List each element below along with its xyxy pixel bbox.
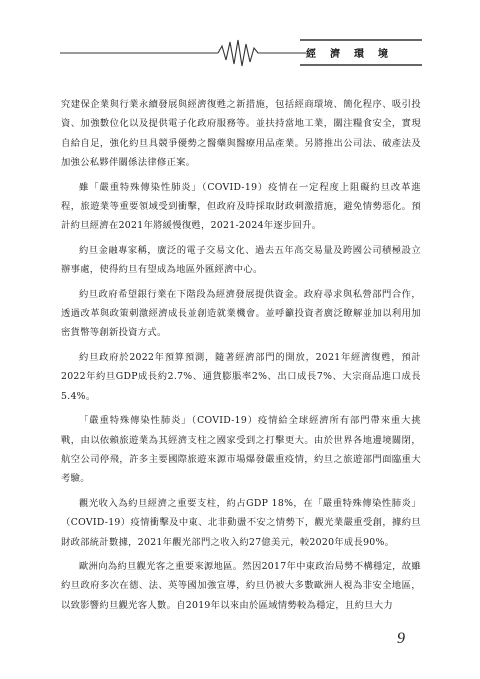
body-text (61, 95, 421, 620)
section-title: 經濟環境 (306, 49, 402, 60)
paragraph: 「嚴重特殊傳染性肺炎」（COVID-19）疫情給全球經濟所有部門帶來重大挑戰，由以依賴旅遊業為其經濟支柱之國家受到之打擊更大。由於世界各地邊境關閉，航空公司停飛，許多主要國際旅遊來源市場爆發嚴重疫情，約旦之旅遊部門面臨重大考驗。 (61, 415, 421, 485)
page-header (0, 36, 480, 70)
paragraph: 歐洲向為約旦觀光客之重要來源地區。然因2017年中東政治局勢不構穩定，故雖約旦政府多次在德、法、英等國加強宣導，約旦仍被大多數歐洲人視為非安全地區，以致影響約旦觀光客人數。自2019年以來由於區域情勢較為穩定，且約旦大力 (61, 560, 421, 611)
paragraph: 約旦政府於2022年預算預測，隨著經濟部門的開放，2021年經濟復甦，預計2022年約旦GDP成長約2.7%、通貨膨脹率2%、出口成長7%、大宗商品進口成長5.4%。 (61, 351, 421, 402)
page-number: 9 (397, 630, 405, 647)
paragraph: 觀光收入為約旦經濟之重要支柱，約占GDP 18%，在「嚴重特殊傳染性肺炎」（COVID-19）疫情衝擊及中東、北非動盪不安之情勢下，觀光業嚴重受創，據約旦財政部統計數據，2021年觀光部門之收入約27億美元，較2020年成長90%。 (61, 497, 421, 548)
paragraph: 雖「嚴重特殊傳染性肺炎」（COVID-19）疫情在一定程度上阻礙約旦改革進程，旅遊業等重要領域受到衝擊，但政府及時採取財政刺激措施，避免情勢惡化。預計約旦經濟在2021年將緩慢復甦，2021-2024年逐步回升。 (61, 181, 421, 232)
paragraph: 約旦政府希望銀行業在下階段為經濟發展提供資金。政府尋求與私營部門合作，透過改革與政策刺激經濟成長並創造就業機會。並呼籲投資者廣泛瞭解並加以利用加密貨幣等創新投資方式。 (61, 288, 421, 339)
paragraph: 究建保企業與行業永續發展與經濟復甦之新措施，包括經商環境、簡化程序、吸引投資、加強數位化以及提供電子化政府服務等。並扶持當地工業，關注糧食安全，實現自給自足，強化約旦具競爭優勢之醫藥與醫療用品產業。另將推出公司法、破產法及加強公私夥伴關係法律修正案。 (61, 99, 421, 169)
paragraph: 約旦金融專家稱，廣泛的電子交易文化、過去五年高交易量及跨國公司積極設立辦事處，使得約旦有望成為地區外匯經濟中心。 (61, 244, 421, 276)
